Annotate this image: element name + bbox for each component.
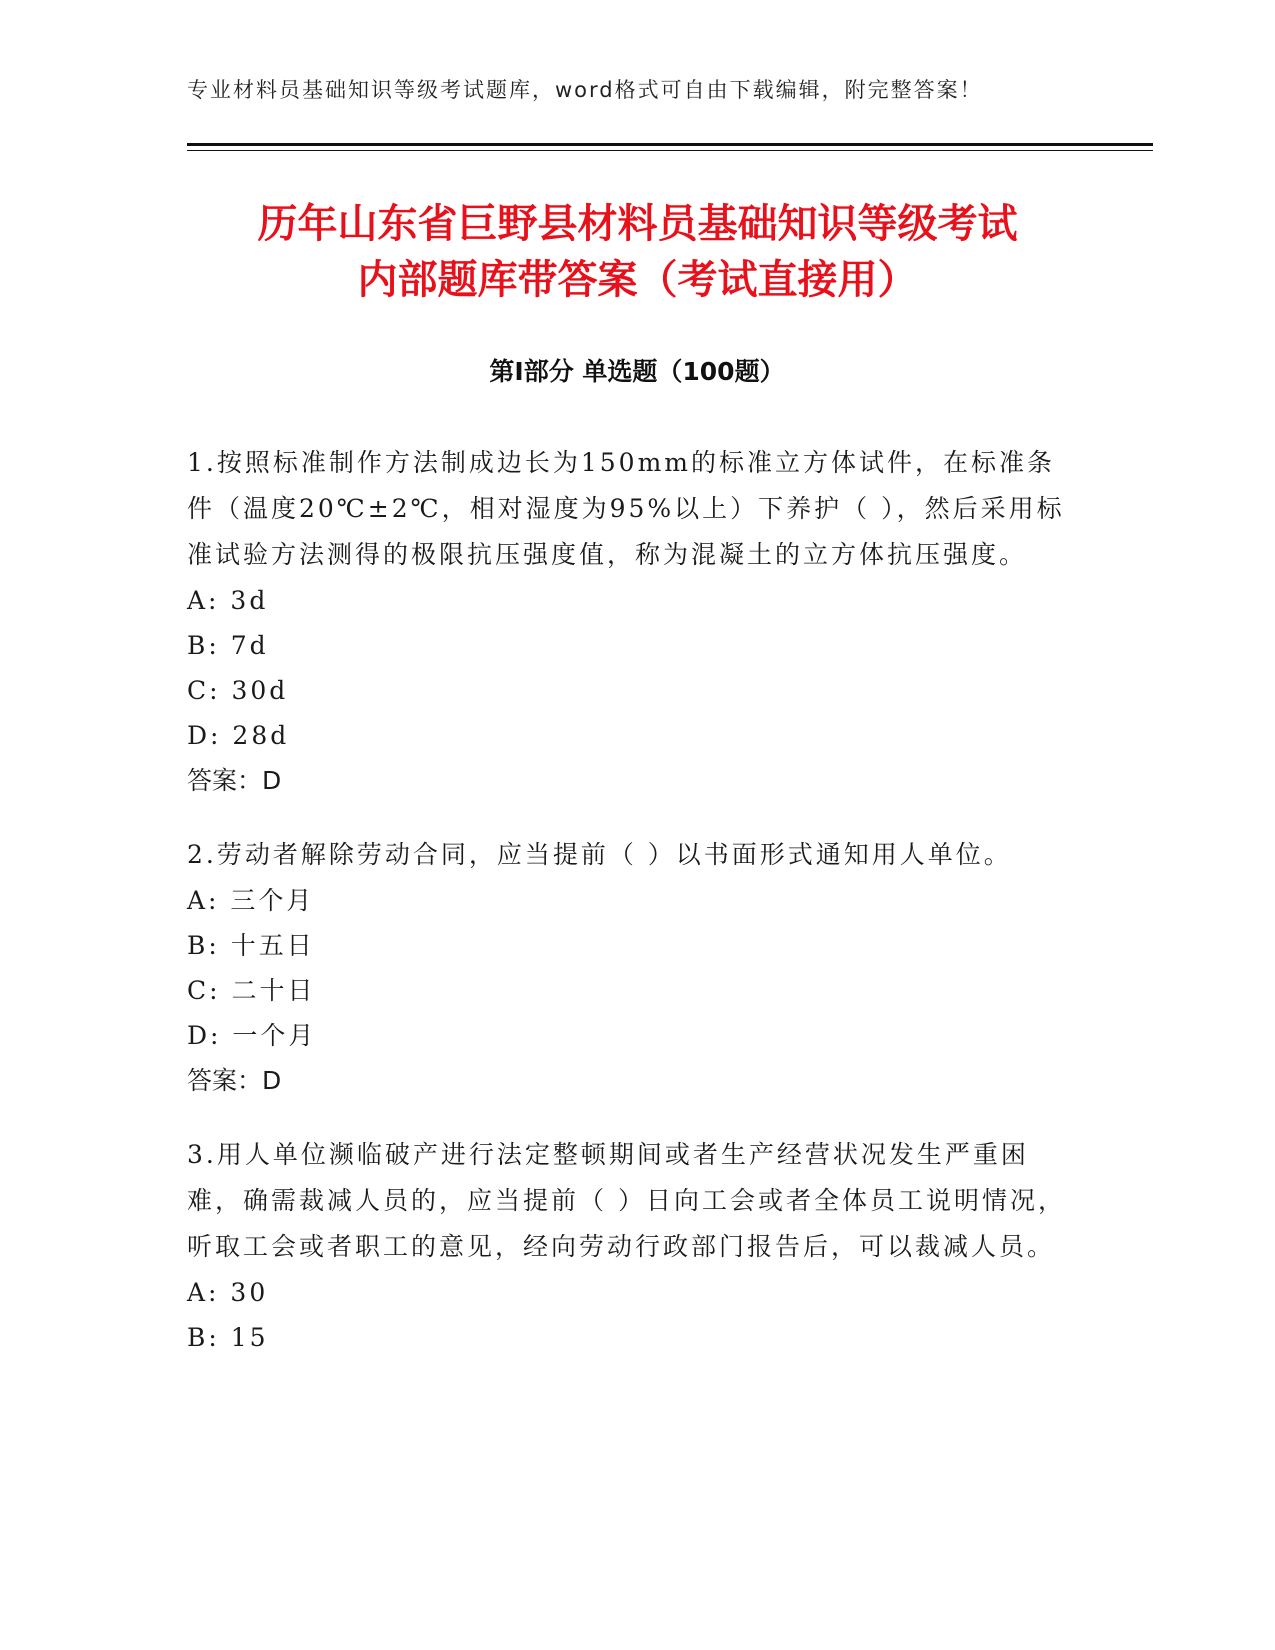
option-a: A: 30 [187,1278,269,1307]
answer-label: 答案：D [187,1066,282,1095]
option-b: B: 十五日 [187,931,315,960]
question-3 [187,1132,1077,1360]
option-b: B: 7d [187,631,269,660]
option-c: C: 30d [187,676,289,705]
option-a: A: 3d [187,586,269,615]
question-text: 1.按照标准制作方法制成边长为150mm的标准立方体试件，在标准条件（温度20℃±2℃，相对湿度为95%以上）下养护（ ），然后采用标准试验方法测得的极限抗压强度值，称为混凝土的立方体抗压强度。 [187,448,1065,569]
question-text: 3.用人单位濒临破产进行法定整顿期间或者生产经营状况发生严重困难，确需裁减人员的，应当提前（ ）日向工会或者全体员工说明情况，听取工会或者职工的意见，经向劳动行政部门报告后，可以裁减人员。 [187,1140,1066,1261]
option-d: D: 一个月 [187,1021,317,1050]
question-list [187,440,1077,1388]
option-a: A: 三个月 [187,886,315,915]
option-d: D: 28d [187,721,290,750]
section-title: 第Ⅰ部分 单选题（100题） [489,357,785,386]
header-note: 专业材料员基础知识等级考试题库，word格式可自由下载编辑，附完整答案！ [187,78,983,102]
question-text: 2.劳动者解除劳动合同，应当提前（ ）以书面形式通知用人单位。 [187,840,1012,869]
header-rule-thin [187,150,1153,151]
option-c: C: 二十日 [187,976,316,1005]
option-b: B: 15 [187,1323,269,1352]
document-title [160,196,1115,308]
document-title-line1: 历年山东省巨野县材料员基础知识等级考试 [257,201,1018,247]
question-2 [187,832,1077,1104]
question-1 [187,440,1077,804]
header-rule-thick [187,143,1153,146]
answer-label: 答案：D [187,766,282,795]
document-title-line2: 内部题库带答案（考试直接用） [357,257,918,303]
